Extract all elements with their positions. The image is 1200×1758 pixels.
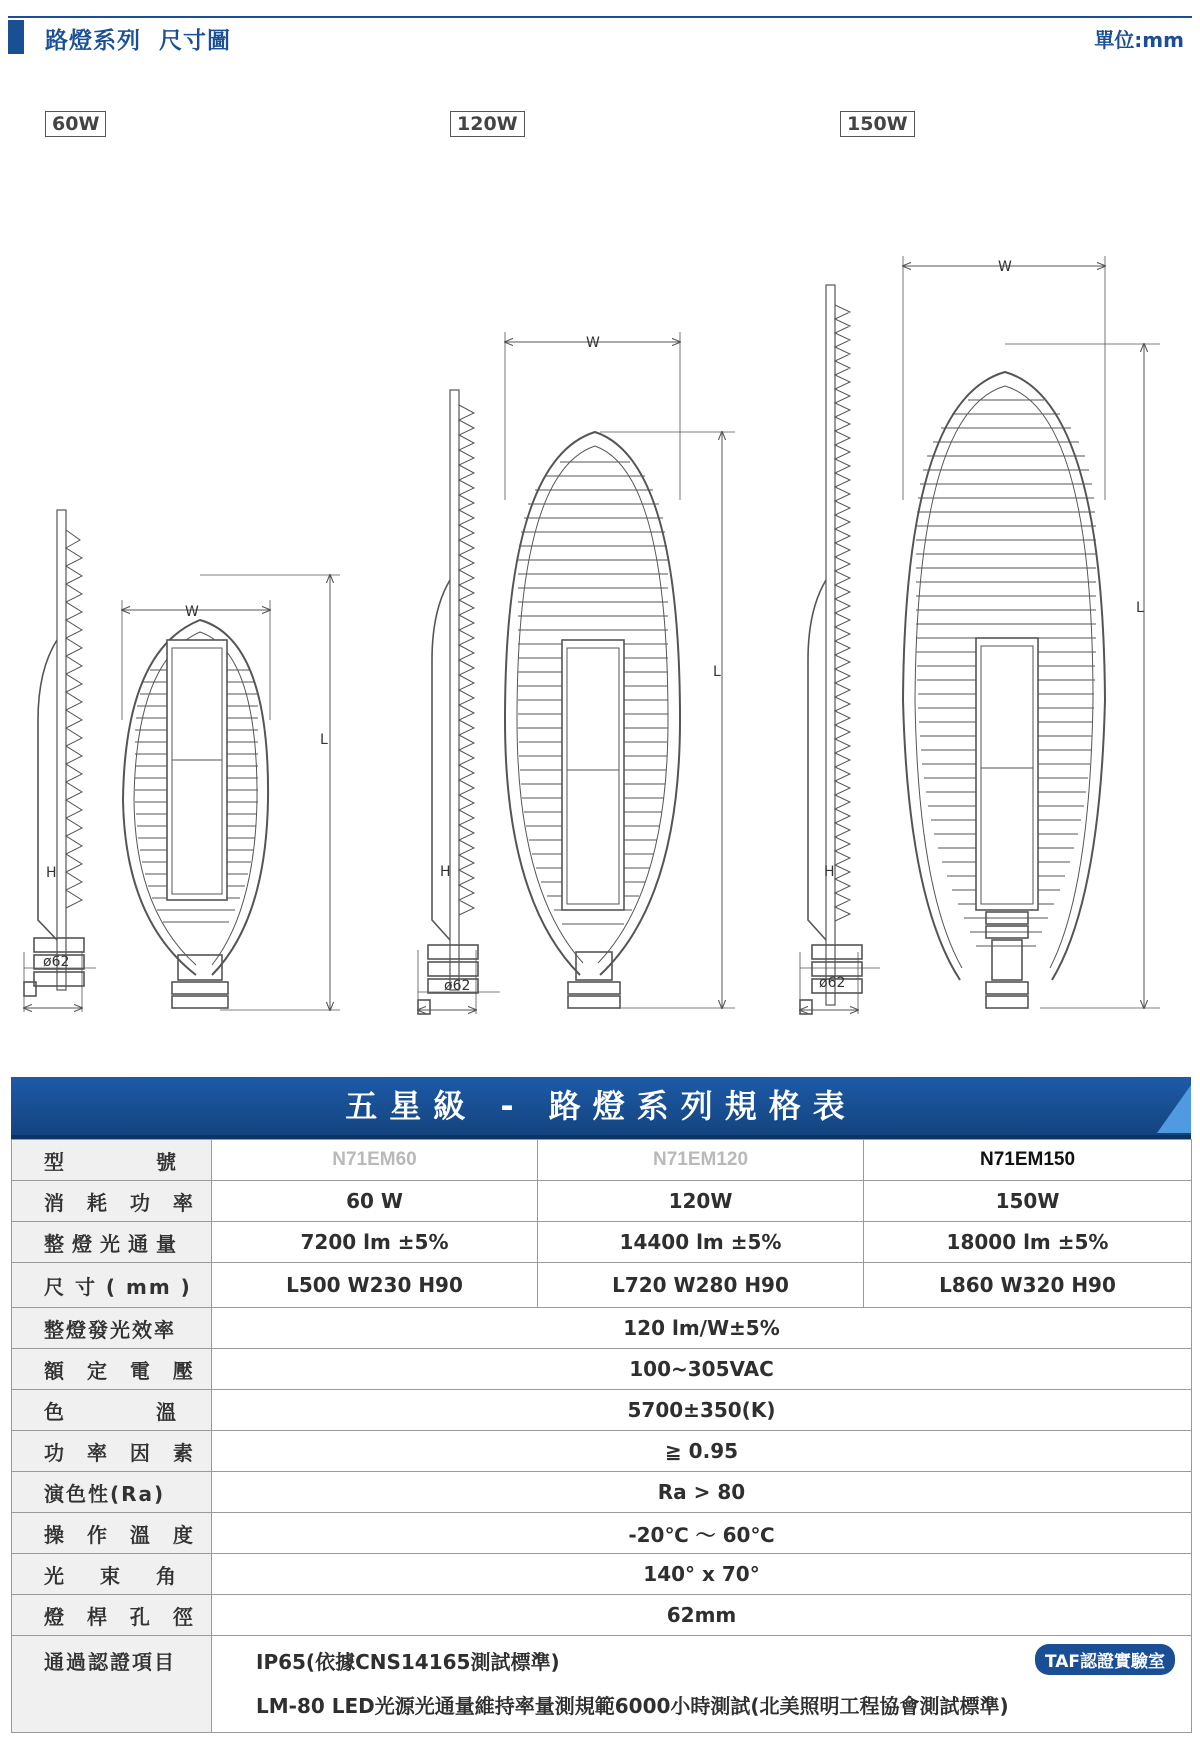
lamp-150w-front-view [903, 372, 1105, 1008]
row-label: 整燈發光效率 [12, 1308, 212, 1349]
wattage-label-60w: 60W [45, 111, 106, 137]
table-cell: 120W [538, 1181, 864, 1222]
row-label: 光 束 角 [12, 1554, 212, 1595]
dim-label-150w-l: L [1136, 600, 1144, 616]
lamp-120w-front-view [505, 432, 680, 1008]
dim-label-150w-h: H [824, 864, 835, 880]
table-cell: 120 lm/W±5% [212, 1308, 1192, 1349]
model-n71em60: N71EM60 [212, 1140, 538, 1181]
dim-label-60w-w: W [185, 604, 199, 620]
row-label: 尺 寸 ( mm ) [12, 1263, 212, 1308]
row-label: 色 溫 [12, 1390, 212, 1431]
cert-line-ip65: IP65(依據CNS14165測試標準) [256, 1650, 560, 1674]
dim-label-120w-w: W [586, 335, 600, 351]
spec-table-banner [11, 1077, 1191, 1139]
table-row-voltage [12, 1349, 1192, 1390]
wattage-label-120w: 120W [450, 111, 525, 137]
table-cell: -20℃ ～ 60℃ [212, 1513, 1192, 1554]
dim-label-120w-l: L [713, 664, 721, 680]
table-cell: 62mm [212, 1595, 1192, 1636]
table-row-pf [12, 1431, 1192, 1472]
table-row-cert [12, 1636, 1192, 1733]
spec-table-title: 五星級 - 路燈系列規格表 [345, 1087, 857, 1125]
row-label: 額 定 電 壓 [12, 1349, 212, 1390]
dim-label-150w-pole: ø62 [819, 975, 846, 991]
taf-badge: TAF認證實驗室 [1035, 1644, 1175, 1675]
table-cell: ≧ 0.95 [212, 1431, 1192, 1472]
spec-table [11, 1139, 1192, 1733]
table-cell: L720 W280 H90 [538, 1263, 864, 1308]
table-cell: L500 W230 H90 [212, 1263, 538, 1308]
table-row-model [12, 1140, 1192, 1181]
row-label: 整燈光通量 [12, 1222, 212, 1263]
table-row-temp [12, 1513, 1192, 1554]
title-accent-bar [8, 20, 24, 54]
table-row-pole [12, 1595, 1192, 1636]
table-row-power [12, 1181, 1192, 1222]
table-row-efficacy [12, 1308, 1192, 1349]
lamp-60w-drawing [24, 510, 340, 1012]
table-cell: Ra > 80 [212, 1472, 1192, 1513]
dim-label-150w-w: W [998, 259, 1012, 275]
row-label: 演色性(Ra) [12, 1472, 212, 1513]
wattage-label-150w: 150W [840, 111, 915, 137]
table-cell: 14400 lm ±5% [538, 1222, 864, 1263]
dim-label-120w-h: H [440, 864, 451, 880]
model-n71em150: N71EM150 [864, 1140, 1192, 1181]
dim-label-60w-l: L [320, 732, 328, 748]
row-label: 操 作 溫 度 [12, 1513, 212, 1554]
dim-label-60w-pole: ø62 [43, 954, 70, 970]
table-cell: 7200 lm ±5% [212, 1222, 538, 1263]
row-label: 消 耗 功 率 [12, 1181, 212, 1222]
row-label: 型 號 [12, 1140, 212, 1181]
table-row-cri [12, 1472, 1192, 1513]
table-cell: 60 W [212, 1181, 538, 1222]
model-n71em120: N71EM120 [538, 1140, 864, 1181]
unit-label: 單位:mm [1094, 28, 1184, 52]
row-label: 燈 桿 孔 徑 [12, 1595, 212, 1636]
lamp-120w-side-view [418, 390, 478, 1014]
table-row-cct [12, 1390, 1192, 1431]
header-rule [8, 16, 1192, 18]
table-cell: 18000 lm ±5% [864, 1222, 1192, 1263]
spec-table-section [11, 1077, 1191, 1733]
lamp-150w-side-view [800, 285, 862, 1014]
lamp-120w-drawing [418, 332, 735, 1014]
row-label: 通過認證項目 [12, 1636, 212, 1733]
dim-label-120w-pole: ø62 [444, 978, 471, 994]
table-row-size [12, 1263, 1192, 1308]
page-title: 路燈系列 尺寸圖 [45, 28, 232, 54]
cert-cell [212, 1636, 1192, 1733]
table-cell: 100~305VAC [212, 1349, 1192, 1390]
dimension-drawings [0, 200, 1200, 994]
cert-line-lm80: LM-80 LED光源光通量維持率量測規範6000小時測試(北美照明工程協會測試標準) [256, 1694, 1009, 1718]
dim-label-60w-h: H [46, 865, 57, 881]
lamp-60w-side-view [24, 510, 84, 996]
lamp-60w-front-view [123, 620, 268, 1008]
table-cell: 5700±350(K) [212, 1390, 1192, 1431]
table-cell: L860 W320 H90 [864, 1263, 1192, 1308]
table-row-beam [12, 1554, 1192, 1595]
row-label: 功 率 因 素 [12, 1431, 212, 1472]
banner-corner-accent [1157, 1085, 1191, 1133]
table-cell: 140° x 70° [212, 1554, 1192, 1595]
table-row-flux [12, 1222, 1192, 1263]
lamp-150w-drawing [800, 256, 1160, 1014]
table-cell: 150W [864, 1181, 1192, 1222]
